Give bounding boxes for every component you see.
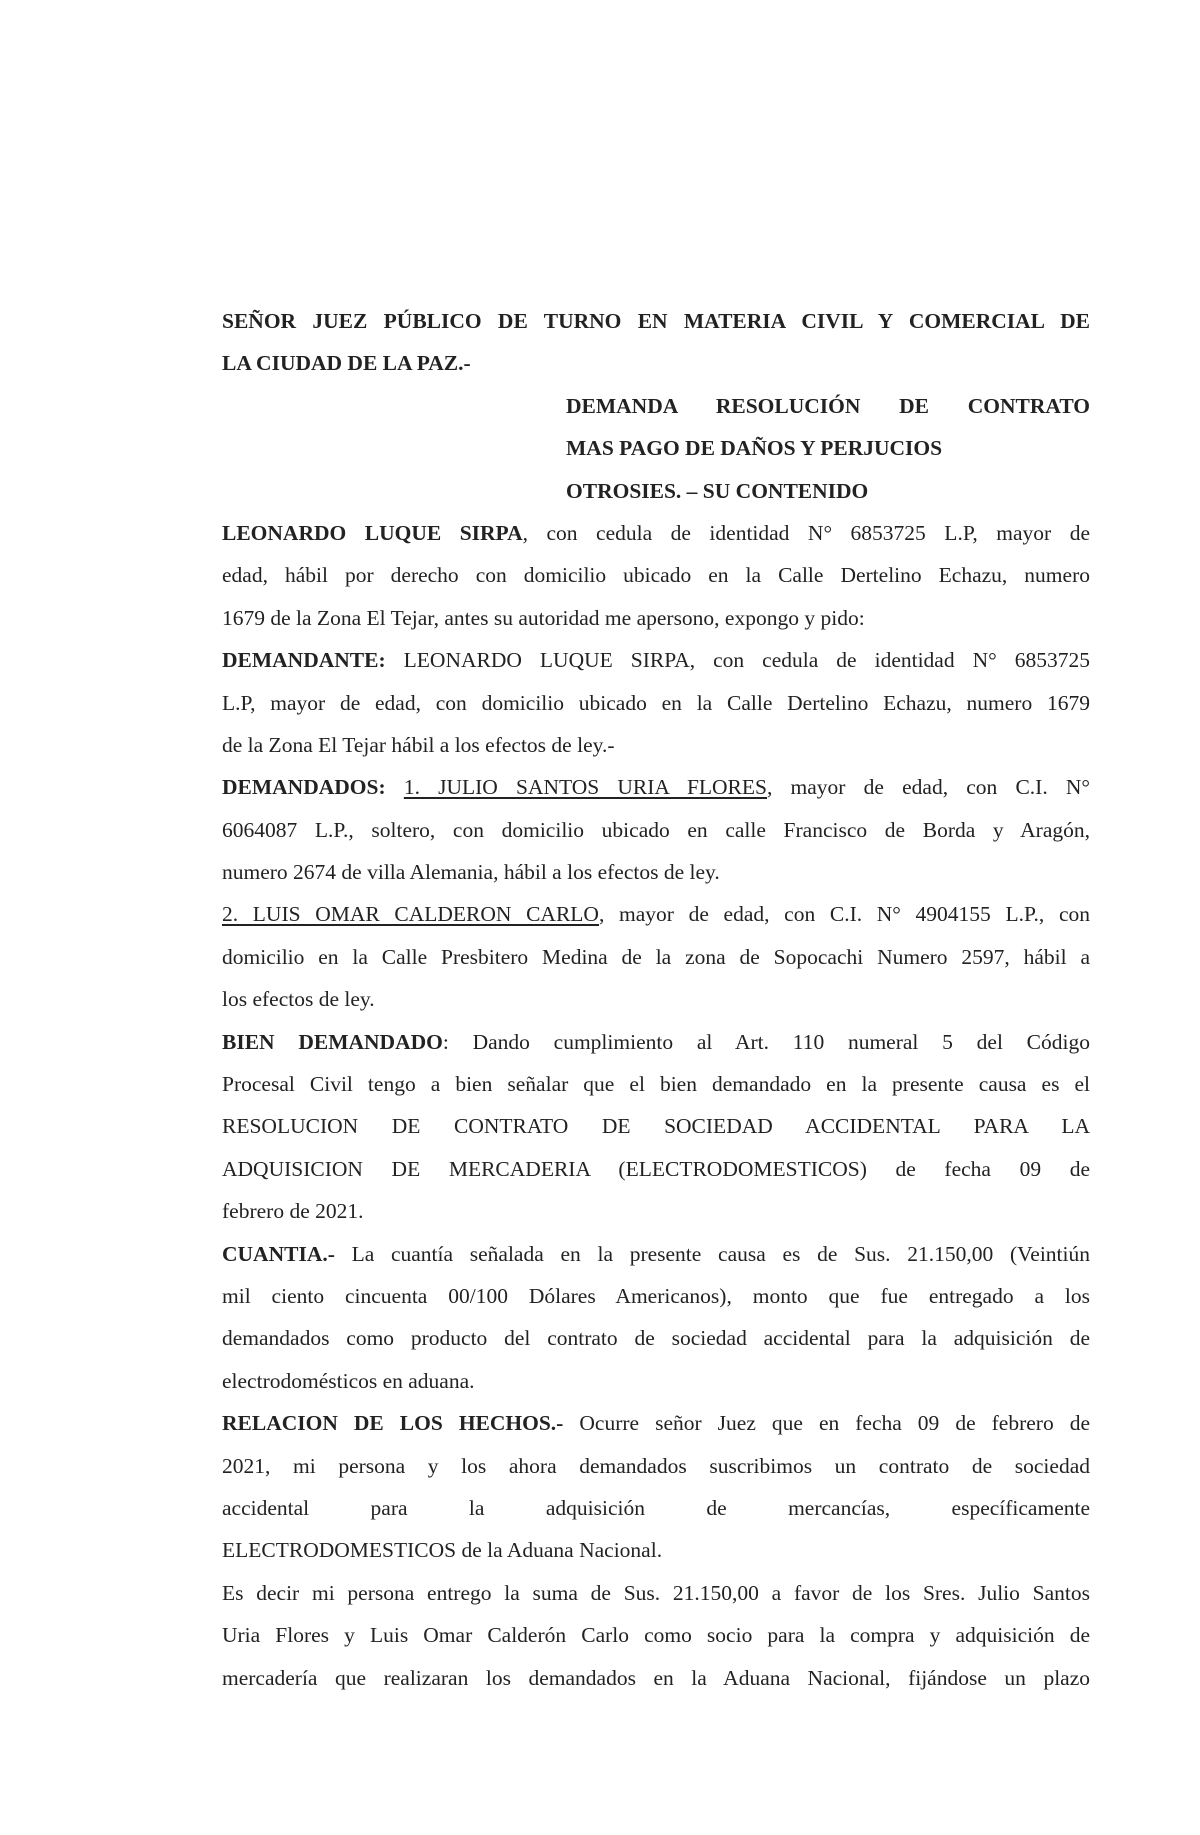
- hechos-line-2: 2021, mi persona y los ahora demandados suscribimos un contrato de sociedad: [222, 1453, 1090, 1478]
- defendant-2-name: 2. LUIS OMAR CALDERON CARLO: [222, 902, 599, 927]
- defendant-2-line-1-text: , mayor de edad, con C.I. N° 4904155 L.P., con: [598, 902, 1090, 927]
- defendant-2-line-2: domicilio en la Calle Presbitero Medina de la zona de Sopocachi Numero 2597, hábil a: [222, 944, 1090, 969]
- hechos-line-5: Es decir mi persona entrego la suma de Sus. 21.150,00 a favor de los Sres. Julio Santos: [222, 1580, 1090, 1605]
- subject-line-1: DEMANDA RESOLUCIÓN DE CONTRATO: [566, 393, 1090, 418]
- demandante-line-1: [222, 639, 1090, 681]
- defendant-1-line-3: numero 2674 de villa Alemania, hábil a los efectos de ley.: [222, 860, 720, 885]
- defendant-1-name: 1. JULIO SANTOS URIA FLORES: [403, 775, 767, 800]
- hechos-line-3: accidental para la adquisición de mercancías, específicamente: [222, 1495, 1090, 1520]
- bien-line-3: RESOLUCION DE CONTRATO DE SOCIEDAD ACCIDENTAL PARA LA: [222, 1114, 1090, 1139]
- hechos-line-1: [222, 1402, 1090, 1444]
- cuantia-line-1-text: La cuantía señalada en la presente causa es de Sus. 21.150,00 (Veintiún: [334, 1241, 1090, 1266]
- intro-line-2: edad, hábil por derecho con domicilio ubicado en la Calle Dertelino Echazu, numero: [222, 563, 1090, 588]
- bien-line-1: [222, 1021, 1090, 1063]
- hechos-line-7: mercadería que realizaran los demandados en la Aduana Nacional, fijándose un plazo: [222, 1665, 1090, 1690]
- hechos-line-1-text: Ocurre señor Juez que en fecha 09 de febrero de: [563, 1411, 1091, 1436]
- demandados-line-1: [222, 766, 1090, 808]
- bien-line-2: Procesal Civil tengo a bien señalar que el bien demandado en la presente causa es el: [222, 1072, 1090, 1097]
- subject-line-3: OTROSIES. – SU CONTENIDO: [566, 478, 869, 503]
- plaintiff-name: LEONARDO LUQUE SIRPA: [222, 520, 523, 545]
- demandante-label: DEMANDANTE:: [222, 648, 386, 673]
- demandante-line-3: de la Zona El Tejar hábil a los efectos de ley.-: [222, 732, 615, 757]
- cuantia-label: CUANTIA.-: [222, 1241, 335, 1266]
- hechos-label: RELACION DE LOS HECHOS.-: [222, 1411, 564, 1436]
- defendant-1-line-1-text: , mayor de edad, con C.I. N°: [767, 775, 1090, 800]
- cuantia-line-1: [222, 1233, 1090, 1275]
- demandados-label: DEMANDADOS:: [222, 775, 386, 800]
- demandante-line-2: L.P, mayor de edad, con domicilio ubicado en la Calle Dertelino Echazu, numero 1679: [222, 690, 1090, 715]
- subject-line-2: MAS PAGO DE DAÑOS Y PERJUCIOS: [566, 436, 943, 461]
- hechos-line-6: Uria Flores y Luis Omar Calderón Carlo como socio para la compra y adquisición de: [222, 1623, 1090, 1648]
- hechos-line-4: ELECTRODOMESTICOS de la Aduana Nacional.: [222, 1538, 663, 1563]
- defendant-2-line-3: los efectos de ley.: [222, 987, 375, 1012]
- document-page: [222, 300, 1090, 1699]
- court-heading-line-2: LA CIUDAD DE LA PAZ.-: [222, 351, 471, 376]
- bien-label: BIEN DEMANDADO: [222, 1029, 443, 1054]
- intro-line-1: [222, 512, 1090, 554]
- cuantia-line-4: electrodomésticos en aduana.: [222, 1368, 475, 1393]
- intro-line-1-text: , con cedula de identidad N° 6853725 L.P, mayor de: [522, 520, 1090, 545]
- defendant-1-line-2: 6064087 L.P., soltero, con domicilio ubicado en calle Francisco de Borda y Aragón,: [222, 817, 1090, 842]
- demandante-line-1-text: LEONARDO LUQUE SIRPA, con cedula de identidad N° 6853725: [385, 648, 1090, 673]
- defendant-2-line-1: [222, 893, 1090, 935]
- bien-line-5: febrero de 2021.: [222, 1199, 364, 1224]
- bien-line-1-text: : Dando cumplimiento al Art. 110 numeral 5 del Código: [442, 1029, 1091, 1054]
- cuantia-line-2: mil ciento cincuenta 00/100 Dólares Americanos), monto que fue entregado a los: [222, 1283, 1090, 1308]
- cuantia-line-3: demandados como producto del contrato de sociedad accidental para la adquisición de: [222, 1326, 1090, 1351]
- intro-line-3: 1679 de la Zona El Tejar, antes su autoridad me apersono, expongo y pido:: [222, 605, 865, 630]
- court-heading-line-1: SEÑOR JUEZ PÚBLICO DE TURNO EN MATERIA CIVIL Y COMERCIAL DE: [222, 309, 1090, 333]
- bien-line-4: ADQUISICION DE MERCADERIA (ELECTRODOMESTICOS) de fecha 09 de: [222, 1156, 1090, 1181]
